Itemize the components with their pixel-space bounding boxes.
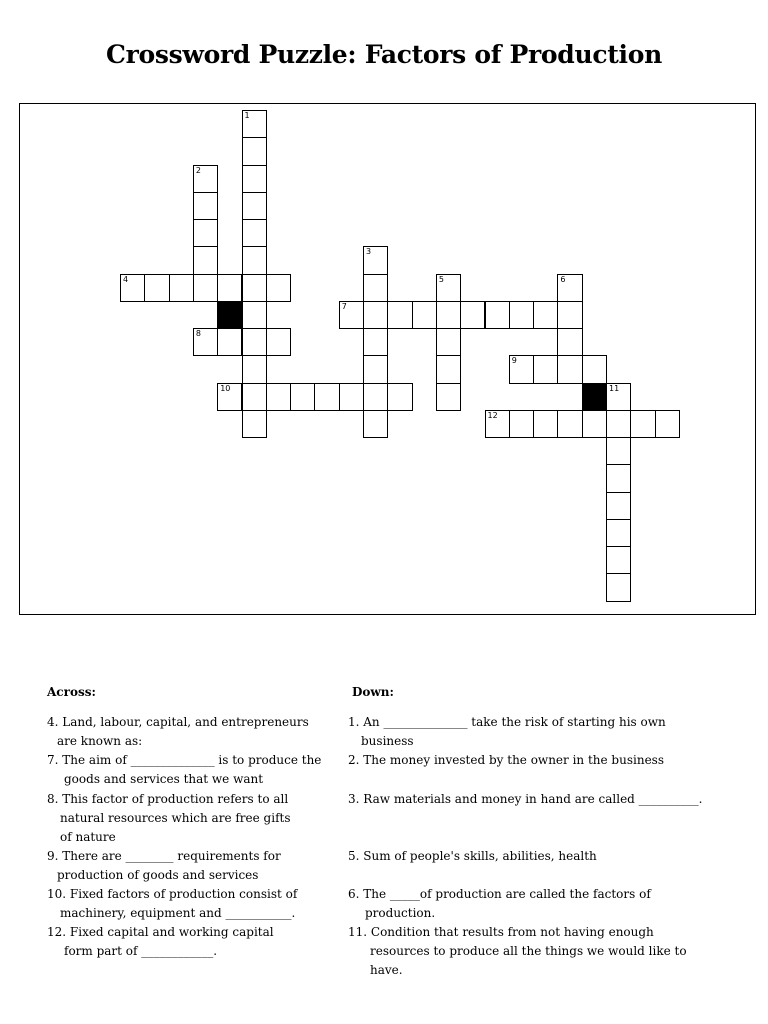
crossword-cell[interactable] (363, 301, 388, 329)
crossword-cell[interactable] (193, 246, 218, 274)
crossword-cell[interactable] (606, 573, 631, 601)
crossword-cell[interactable] (339, 301, 364, 329)
crossword-cell[interactable] (290, 383, 315, 411)
crossword-cell[interactable] (485, 301, 510, 329)
crossword-cell[interactable] (460, 301, 485, 329)
crossword-cell[interactable] (582, 355, 607, 383)
crossword-cell[interactable] (557, 355, 582, 383)
clue-number: 10 (220, 383, 231, 393)
crossword-cell[interactable] (387, 383, 412, 411)
crossword-cell[interactable] (193, 274, 218, 302)
crossword-cell[interactable] (436, 355, 461, 383)
down-clue-3: 3. Raw materials and money in hand are called __________. (348, 792, 703, 806)
across-clue-4: 4. Land, labour, capital, and entrepreneurs are known as: (47, 715, 309, 748)
crossword-cell[interactable] (509, 301, 534, 329)
crossword-cell[interactable] (655, 410, 680, 438)
crossword-cell[interactable] (509, 410, 534, 438)
crossword-cell[interactable] (509, 355, 534, 383)
crossword-cell[interactable] (266, 274, 291, 302)
clue-number: 8 (195, 329, 201, 338)
crossword-cell[interactable] (485, 410, 510, 438)
across-clue-7: 7. The aim of ______________ is to produce the goods and services that we want (47, 753, 322, 786)
crossword-cell[interactable] (242, 165, 267, 193)
crossword-cell[interactable] (606, 546, 631, 574)
crossword-cell[interactable] (436, 383, 461, 411)
crossword-cell[interactable] (193, 165, 218, 193)
clue-number: 9 (511, 356, 517, 366)
crossword-cell[interactable] (606, 464, 631, 492)
crossword-cell[interactable] (144, 274, 169, 302)
crossword-cell[interactable] (606, 437, 631, 465)
across-clue-12: 12. Fixed capital and working capital form part of ____________. (47, 925, 274, 958)
crossword-black-cell (582, 383, 607, 411)
page-title: Crossword Puzzle: Factors of Production (106, 40, 662, 69)
crossword-cell[interactable] (363, 355, 388, 383)
crossword-cell[interactable] (630, 410, 655, 438)
clue-number: 11 (609, 383, 620, 393)
crossword-cell[interactable] (266, 383, 291, 411)
crossword-cell[interactable] (436, 301, 461, 329)
clue-number: 4 (123, 274, 129, 284)
crossword-cell[interactable] (242, 328, 267, 356)
clue-number: 2 (195, 165, 201, 175)
crossword-cell[interactable] (363, 383, 388, 411)
crossword-cell[interactable] (606, 383, 631, 411)
crossword-cell[interactable] (120, 274, 145, 302)
crossword-cell[interactable] (363, 246, 388, 274)
crossword-cell[interactable] (242, 274, 267, 302)
crossword-cell[interactable] (582, 410, 607, 438)
crossword-cell[interactable] (412, 301, 437, 329)
crossword-cell[interactable] (242, 410, 267, 438)
down-clue-1: 1. An ______________ take the risk of starting his own business (348, 715, 666, 748)
crossword-cell[interactable] (242, 219, 267, 247)
crossword-cell[interactable] (242, 137, 267, 165)
crossword-cell[interactable] (217, 383, 242, 411)
clue-number: 5 (438, 274, 444, 284)
crossword-black-cell (217, 301, 242, 329)
crossword-cell[interactable] (242, 301, 267, 329)
crossword-cell[interactable] (242, 110, 267, 138)
crossword-cell[interactable] (193, 219, 218, 247)
crossword-cell[interactable] (606, 492, 631, 520)
crossword-cell[interactable] (533, 301, 558, 329)
across-heading: Across: (47, 685, 96, 699)
crossword-cell[interactable] (557, 301, 582, 329)
crossword-cell[interactable] (557, 410, 582, 438)
down-clue-5: 5. Sum of people's skills, abilities, health (348, 849, 597, 863)
crossword-cell[interactable] (533, 355, 558, 383)
crossword-cell[interactable] (606, 519, 631, 547)
clue-number: 12 (487, 410, 498, 420)
crossword-cell[interactable] (363, 274, 388, 302)
crossword-cell[interactable] (339, 383, 364, 411)
clue-number: 3 (366, 247, 372, 257)
crossword-cell[interactable] (217, 274, 242, 302)
crossword-cell[interactable] (242, 192, 267, 220)
crossword-cell[interactable] (363, 328, 388, 356)
crossword-cell[interactable] (387, 301, 412, 329)
down-clue-11: 11. Condition that results from not having enough resources to produce all the things we would like to have. (348, 925, 687, 977)
down-clue-2: 2. The money invested by the owner in the business (348, 753, 664, 767)
across-clue-10: 10. Fixed factors of production consist of machinery, equipment and ___________. (47, 887, 298, 920)
crossword-cell[interactable] (242, 246, 267, 274)
crossword-cell[interactable] (557, 274, 582, 302)
crossword-cell[interactable] (363, 410, 388, 438)
crossword-cell[interactable] (436, 274, 461, 302)
clue-number: 6 (560, 274, 566, 284)
crossword-cell[interactable] (314, 383, 339, 411)
crossword-cell[interactable] (193, 192, 218, 220)
across-clue-9: 9. There are ________ requirements for production of goods and services (47, 849, 281, 882)
across-clue-8: 8. This factor of production refers to all natural resources which are free gifts of nature (47, 792, 291, 844)
crossword-cell[interactable] (193, 328, 218, 356)
crossword-cell[interactable] (436, 328, 461, 356)
clue-number: 7 (341, 301, 347, 311)
crossword-cell[interactable] (217, 328, 242, 356)
crossword-cell[interactable] (533, 410, 558, 438)
crossword-cell[interactable] (266, 328, 291, 356)
crossword-cell[interactable] (557, 328, 582, 356)
crossword-cell[interactable] (242, 383, 267, 411)
down-clue-6: 6. The _____of production are called the factors of production. (348, 887, 651, 920)
down-heading: Down: (352, 685, 394, 699)
crossword-cell[interactable] (169, 274, 194, 302)
crossword-cell[interactable] (606, 410, 631, 438)
crossword-cell[interactable] (242, 355, 267, 383)
clue-number: 1 (244, 111, 250, 120)
